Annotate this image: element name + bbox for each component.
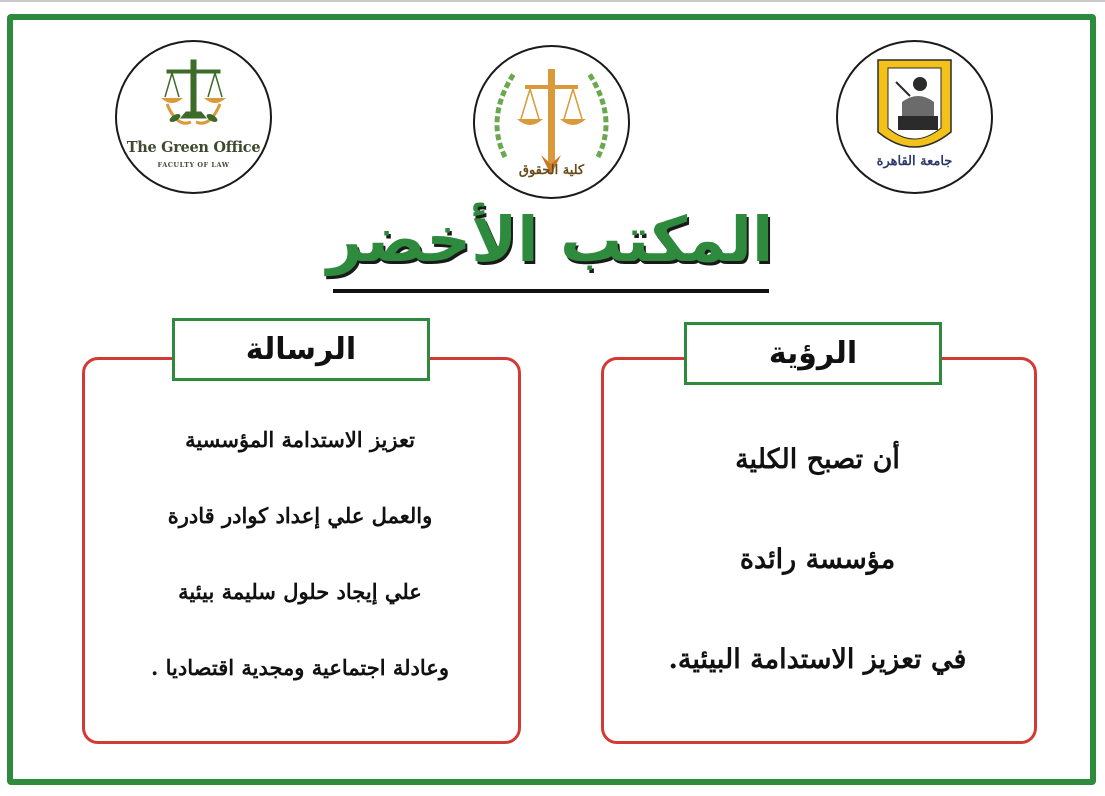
cairo-university-logo <box>836 40 993 194</box>
green-office-title: The Green Office <box>126 139 261 156</box>
vision-line: مؤسسة رائدة <box>739 544 896 575</box>
vision-label: الرؤية <box>684 322 942 385</box>
page-title: المكتب الأخضر <box>326 203 774 276</box>
mission-line: والعمل علي إعداد كوادر قادرة <box>167 503 433 528</box>
mission-line: علي إيجاد حلول سليمة بيئية <box>178 579 422 604</box>
top-separator <box>0 0 1105 2</box>
mission-line: وعادلة اجتماعية ومجدية اقتصاديا . <box>151 655 449 680</box>
mission-line: تعزيز الاستدامة المؤسسية <box>185 427 415 452</box>
faculty-of-law-logo <box>473 45 630 199</box>
title-underline <box>333 289 769 293</box>
green-office-logo <box>115 40 272 194</box>
vision-line: في تعزيز الاستدامة البيئية. <box>668 644 967 675</box>
mission-label: الرسالة <box>172 318 430 381</box>
mission-text <box>100 410 500 714</box>
cairo-university-text: جامعة القاهرة <box>876 154 953 169</box>
cairo-university-shield-icon <box>838 42 991 192</box>
faculty-of-law-text: كلية الحقوق <box>518 163 585 178</box>
green-office-subtitle: FACULTY OF LAW <box>157 161 230 169</box>
vision-line: أن تصبح الكلية <box>735 444 900 475</box>
vision-text <box>620 420 1015 720</box>
scales-icon <box>117 42 270 192</box>
